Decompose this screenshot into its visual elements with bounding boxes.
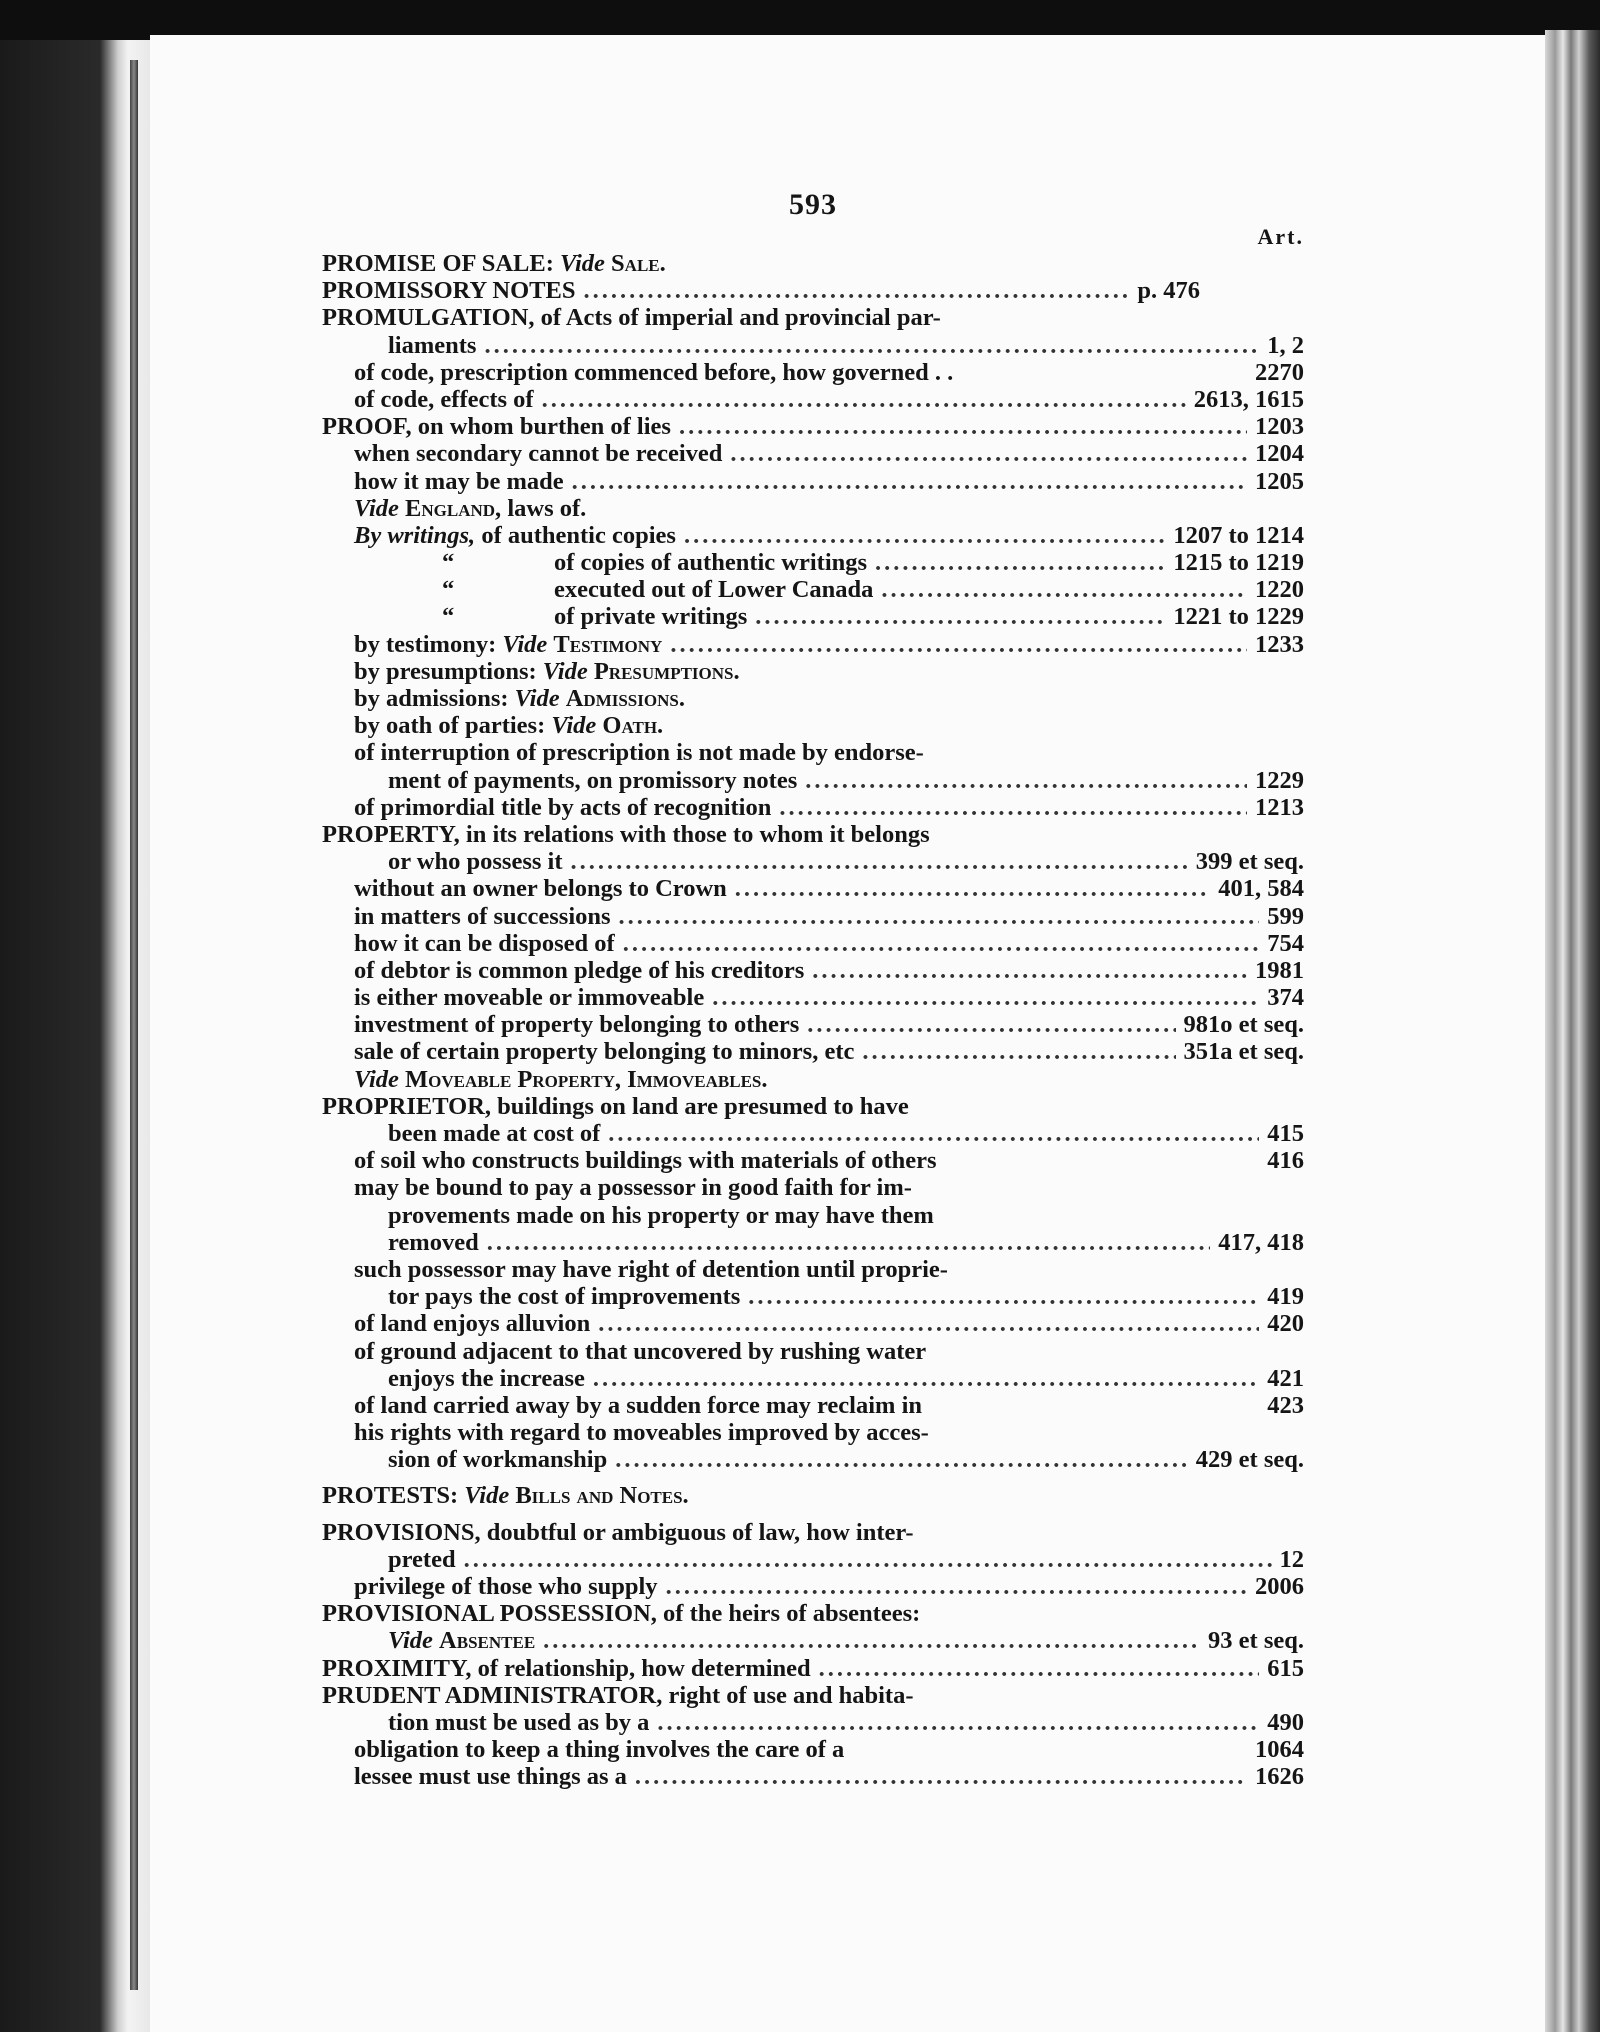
dot-leader [755, 603, 1165, 630]
index-line [322, 1655, 1304, 1682]
vide-word: Vide [464, 1482, 510, 1510]
entry-text: lessee must use things as a [354, 1763, 627, 1791]
index-line [322, 1573, 1304, 1600]
article-reference: 1203 [1255, 413, 1304, 441]
entry-text: PROMULGATION, of Acts of imperial and provincial par- [322, 304, 941, 332]
index-line [322, 1093, 1304, 1120]
article-reference: 1626 [1255, 1763, 1304, 1791]
index-line [322, 304, 1304, 331]
dot-leader [464, 1546, 1272, 1573]
entry-text: PROPRIETOR, buildings on land are presumed to have [322, 1092, 909, 1120]
dot-leader [670, 631, 1247, 658]
index-line [322, 1365, 1304, 1392]
article-reference: 1220 [1255, 576, 1304, 604]
spacer [322, 1473, 1304, 1482]
entry-text: of soil who constructs buildings with materials of others [354, 1147, 937, 1175]
dot-leader [487, 1229, 1211, 1256]
index-line [322, 468, 1304, 495]
vide-word: Vide [514, 685, 560, 712]
index-line [322, 1147, 1304, 1174]
article-reference: 1064 [1255, 1736, 1304, 1764]
index-line [322, 821, 1304, 848]
index-line [322, 1283, 1304, 1310]
index-line [322, 631, 1304, 658]
article-reference: 1981 [1255, 956, 1304, 984]
article-reference: 401, 584 [1218, 875, 1304, 903]
article-reference: 1205 [1255, 467, 1304, 495]
article-reference: 1, 2 [1267, 331, 1304, 359]
article-reference: 1221 to 1229 [1173, 603, 1304, 631]
entry-text: PROVISIONS, doubtful or ambiguous of law, how inter- [322, 1518, 914, 1546]
entry-text: in matters of successions [354, 902, 611, 930]
index-line [322, 685, 1304, 712]
entry-text: PROMISSORY NOTES [322, 277, 576, 305]
article-reference: 374 [1267, 984, 1304, 1012]
entry-text: tion must be used as by a [388, 1708, 650, 1736]
article-reference: 420 [1267, 1310, 1304, 1338]
dot-leader [779, 794, 1247, 821]
index-line [322, 794, 1304, 821]
vide-word: Vide [542, 657, 588, 685]
entry-text: of interruption of prescription is not made by endorse- [354, 739, 924, 767]
index-line [322, 1038, 1304, 1065]
index-line [322, 277, 1200, 304]
entry-text: obligation to keep a thing involves the care of a [354, 1736, 845, 1764]
index-line [322, 1229, 1304, 1256]
article-reference: 421 [1267, 1364, 1304, 1392]
entry-text: preted [388, 1545, 456, 1573]
entry-text: by testimony: [354, 630, 503, 658]
dot-leader [735, 875, 1210, 902]
dot-leader [572, 468, 1247, 495]
index-line [322, 250, 1304, 277]
ditto-mark: “ [442, 549, 455, 577]
article-reference: 1233 [1255, 630, 1304, 658]
vide-word: Vide [551, 712, 597, 740]
dot-leader [657, 1709, 1259, 1736]
article-reference: 415 [1267, 1120, 1304, 1147]
index-line [322, 576, 1304, 603]
left-page-edge [0, 40, 150, 2032]
dot-leader [583, 277, 1129, 304]
dot-leader [730, 440, 1247, 467]
dot-leader [862, 1038, 1175, 1065]
dot-leader [812, 957, 1247, 984]
entry-text: PROXIMITY, of relationship, how determined [322, 1654, 811, 1682]
cross-reference: Admissions. [565, 685, 685, 712]
vide-word: Vide [560, 250, 605, 277]
article-reference: 1229 [1255, 766, 1304, 794]
entry-text: privilege of those who supply [354, 1573, 658, 1600]
index-line [322, 1066, 1304, 1093]
article-reference: 93 et seq. [1208, 1627, 1304, 1655]
article-reference: 1207 to 1214 [1173, 521, 1304, 549]
entry-text: PROMISE OF SALE: [322, 250, 560, 277]
entry-text: his rights with regard to moveables improved by acces- [354, 1419, 929, 1447]
index-line [322, 332, 1304, 359]
article-reference: 351a et seq. [1183, 1038, 1304, 1066]
dot-leader [542, 386, 1186, 413]
index-line [322, 848, 1304, 875]
entry-text: executed out of Lower Canada [554, 576, 874, 604]
article-reference: 416 [1267, 1147, 1304, 1175]
entry-text: how it can be disposed of [354, 929, 615, 957]
index-line [322, 1011, 1304, 1038]
index-line [322, 1519, 1304, 1546]
index-line [322, 549, 1304, 576]
vide-word: Vide [502, 630, 548, 658]
article-reference: 399 et seq. [1195, 848, 1304, 876]
entry-text: been made at cost of [388, 1120, 601, 1147]
article-reference: 12 [1279, 1545, 1304, 1573]
dot-leader [598, 1310, 1259, 1337]
entry-text: of authentic copies [475, 521, 676, 549]
index-line [322, 712, 1304, 739]
index-line [322, 359, 1304, 386]
entry-text: of code, prescription commenced before, how governed . . [354, 358, 954, 386]
entry-text: ment of payments, on promissory notes [388, 766, 798, 794]
entry-text: without an owner belongs to Crown [354, 875, 727, 903]
entry-text: may be bound to pay a possessor in good faith for im- [354, 1174, 912, 1202]
entry-text: tor pays the cost of improvements [388, 1283, 741, 1311]
index-line [322, 930, 1304, 957]
dot-leader [593, 1365, 1259, 1392]
cross-reference: Oath. [602, 712, 664, 740]
index-line [322, 1736, 1304, 1763]
article-reference: 2006 [1255, 1573, 1304, 1600]
entry-text: of private writings [554, 603, 748, 631]
article-reference: 1215 to 1219 [1173, 549, 1304, 577]
entry-text: provements made on his property or may have them [388, 1201, 934, 1229]
article-reference: 599 [1267, 902, 1304, 930]
cross-reference: Absentee [439, 1627, 536, 1655]
entry-text: by presumptions: [354, 657, 543, 685]
index-line [322, 658, 1304, 685]
dot-leader [623, 930, 1260, 957]
page-number: 593 [789, 188, 837, 221]
article-reference: 490 [1267, 1708, 1304, 1736]
article-reference: p. 476 [1137, 277, 1200, 305]
dot-leader [543, 1627, 1200, 1654]
entry-text: PROTESTS: [322, 1482, 465, 1510]
entry-text: liaments [388, 331, 477, 359]
index-line [322, 1256, 1304, 1283]
entry-text: of primordial title by acts of recognition [354, 793, 772, 821]
index-line [322, 522, 1304, 549]
dot-leader [615, 1446, 1188, 1473]
article-reference: 1213 [1255, 793, 1304, 821]
dot-leader [684, 522, 1165, 549]
dot-leader [712, 984, 1259, 1011]
entry-text: by admissions: [354, 685, 515, 712]
entry-text: when secondary cannot be received [354, 440, 723, 468]
dot-leader [570, 848, 1187, 875]
dot-leader [608, 1120, 1259, 1147]
entry-text: of land enjoys alluvion [354, 1310, 591, 1338]
index-line [322, 739, 1304, 766]
entry-text: laws of. [501, 494, 587, 522]
article-reference: 429 et seq. [1195, 1446, 1304, 1474]
vide-word: Vide [388, 1627, 433, 1655]
entry-text: PRUDENT ADMINISTRATOR, right of use and habita- [322, 1681, 914, 1709]
entry-text: enjoys the increase [388, 1364, 585, 1392]
cross-reference: Moveable Property, Immoveables. [405, 1065, 768, 1093]
article-reference: 754 [1267, 929, 1304, 957]
entry-prefix: By writings, [354, 521, 476, 549]
dot-leader [748, 1283, 1259, 1310]
article-reference: 1204 [1255, 440, 1304, 468]
index-line [322, 1627, 1304, 1654]
article-reference: 419 [1267, 1283, 1304, 1311]
index-line [322, 1174, 1304, 1201]
dot-leader [875, 549, 1165, 576]
index-line [322, 984, 1304, 1011]
entry-text: PROOF, on whom burthen of lies [322, 413, 671, 441]
index-entries [322, 250, 1304, 1791]
dot-leader [807, 1011, 1175, 1038]
dot-leader [635, 1763, 1247, 1790]
ditto-mark: “ [442, 603, 455, 631]
spacer [322, 1510, 1304, 1519]
entry-text: removed [388, 1228, 479, 1256]
dot-leader [619, 903, 1260, 930]
dot-leader [805, 767, 1247, 794]
index-line [322, 1482, 1304, 1509]
entry-text: of copies of authentic writings [554, 549, 868, 577]
index-line [322, 386, 1304, 413]
article-reference: 2270 [1255, 358, 1304, 386]
cross-reference: Bills and Notes. [515, 1482, 689, 1510]
index-line [322, 767, 1304, 794]
book-spine [130, 60, 138, 1990]
dot-leader [679, 413, 1247, 440]
index-line [322, 1202, 1304, 1229]
index-line [322, 875, 1304, 902]
entry-text: investment of property belonging to others [354, 1011, 800, 1039]
dot-leader [881, 576, 1247, 603]
index-line [322, 957, 1304, 984]
cross-reference: Sale. [611, 250, 666, 277]
dot-leader [819, 1655, 1260, 1682]
index-line [322, 1419, 1304, 1446]
index-line [322, 1310, 1304, 1337]
entry-text: of land carried away by a sudden force may reclaim in [354, 1391, 923, 1419]
entry-text: such possessor may have right of detention until proprie- [354, 1255, 948, 1283]
entry-text: sale of certain property belonging to minors, etc [354, 1038, 855, 1066]
right-page-edges [1545, 30, 1600, 2032]
index-line [322, 1763, 1304, 1790]
index-line [322, 1709, 1304, 1736]
index-line [322, 413, 1304, 440]
entry-text: sion of workmanship [388, 1446, 608, 1474]
article-reference: 615 [1267, 1654, 1304, 1682]
article-reference: 423 [1267, 1391, 1304, 1419]
entry-text: PROVISIONAL POSSESSION, of the heirs of absentees: [322, 1600, 921, 1628]
entry-text: how it may be made [354, 467, 564, 495]
entry-text: PROPERTY, in its relations with those to whom it belongs [322, 820, 930, 848]
article-reference: 981o et seq. [1183, 1011, 1304, 1039]
index-line [322, 1600, 1304, 1627]
index-line [322, 1392, 1304, 1419]
cross-reference: England, [405, 494, 502, 522]
index-line [322, 1338, 1304, 1365]
entry-text: or who possess it [388, 848, 563, 876]
index-line [322, 440, 1304, 467]
vide-word: Vide [354, 494, 399, 522]
dot-leader [484, 332, 1259, 359]
entry-text: is either moveable or immoveable [354, 984, 705, 1012]
entry-text: of ground adjacent to that uncovered by rushing water [354, 1337, 927, 1365]
index-line [322, 1546, 1304, 1573]
index-line [322, 1120, 1304, 1147]
entry-text: of debtor is common pledge of his creditors [354, 956, 805, 984]
entry-text: of code, effects of [354, 385, 534, 413]
index-line [322, 1682, 1304, 1709]
index-line [322, 903, 1304, 930]
cross-reference: Presumptions. [593, 657, 740, 685]
dot-leader [666, 1573, 1247, 1600]
ditto-mark: “ [442, 576, 455, 604]
vide-word: Vide [354, 1065, 399, 1093]
index-line [322, 1446, 1304, 1473]
article-reference: 2613, 1615 [1193, 385, 1304, 413]
article-reference: 417, 418 [1218, 1228, 1304, 1256]
index-line [322, 603, 1304, 630]
column-heading: Art. [1257, 224, 1304, 249]
entry-text: by oath of parties: [354, 712, 552, 740]
index-line [322, 495, 1304, 522]
cross-reference: Testimony [553, 630, 663, 658]
